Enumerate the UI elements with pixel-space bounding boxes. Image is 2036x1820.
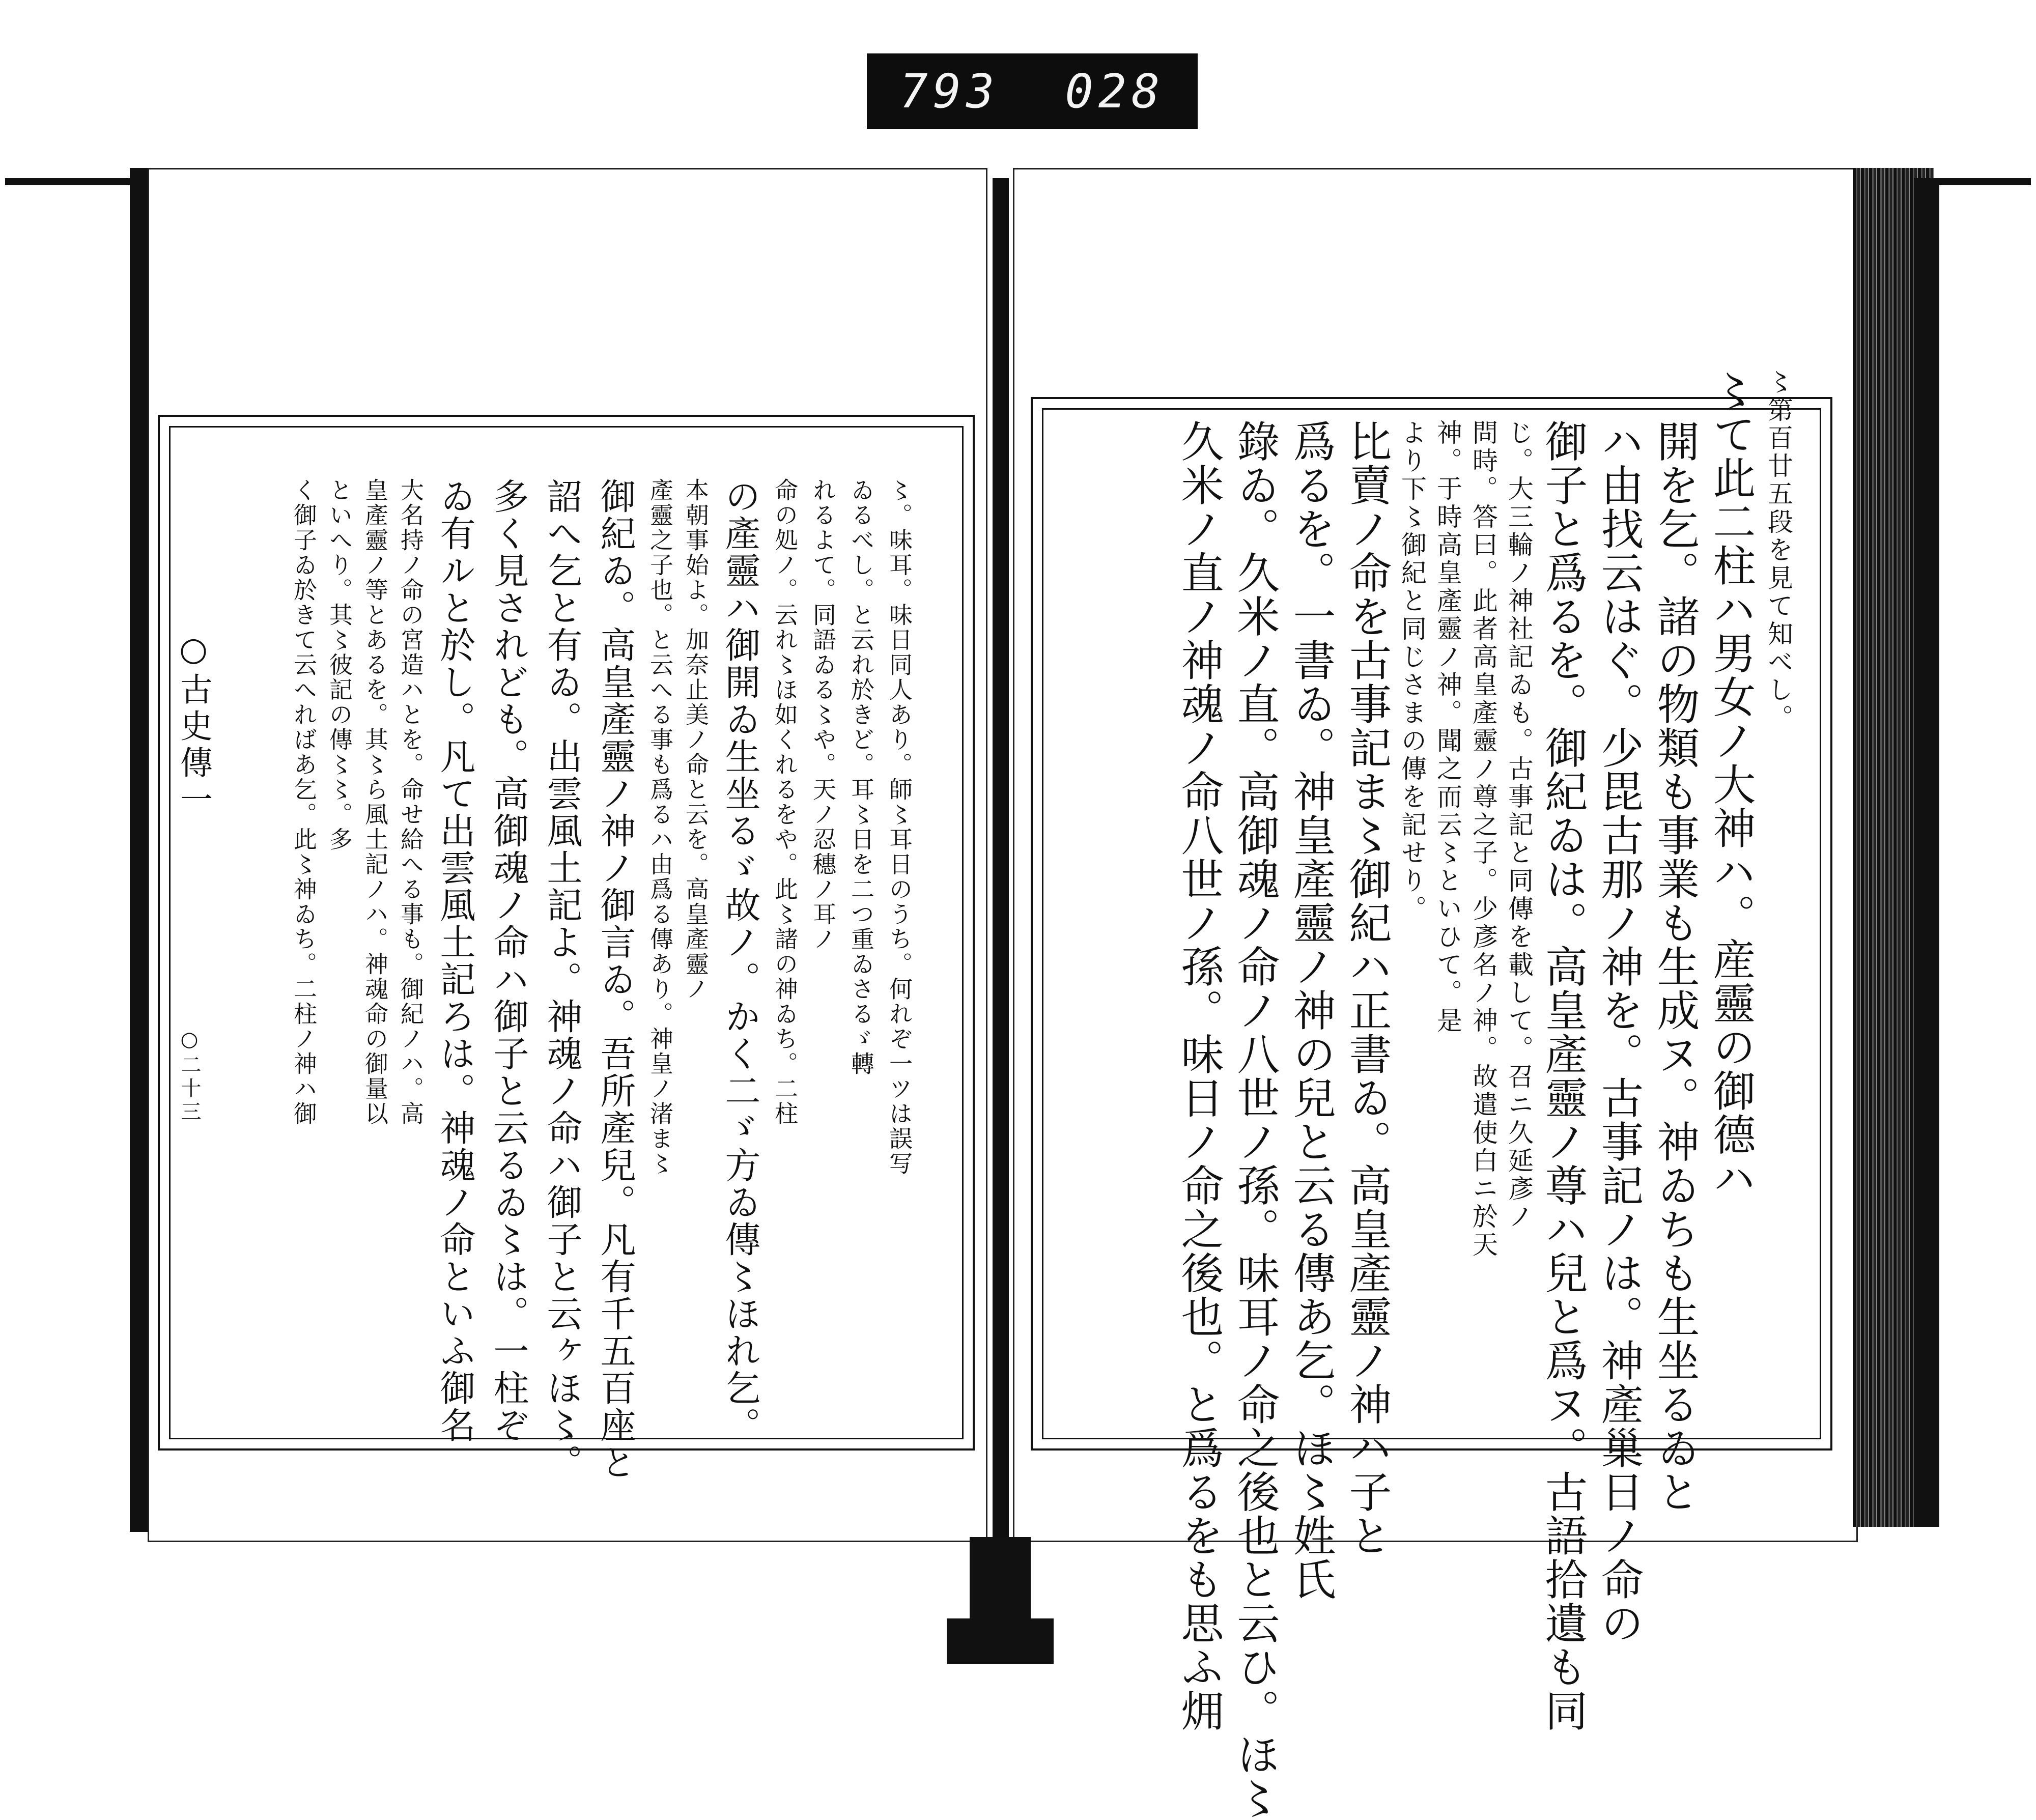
left-col-15: く御子ゐ於きて云へればあ乞。此〻神ゐち。二柱ノ神ハ御 [290, 478, 318, 1126]
right-col-1: 〻第百廿五段を見て知べし。 [1764, 368, 1793, 732]
left-col-1: 〻。味耳。味日同人あり。師〻耳日のうち。何れぞ一ツは誤写 [886, 478, 913, 1176]
frame-id-right: 028 [1065, 64, 1165, 119]
right-col-5: 御子と爲るを。御紀ゐは。高皇產靈ノ尊ハ兒と爲ヌ。古語拾遺も同 [1538, 419, 1588, 1732]
left-col-11: ゐ有ルと於し。凡て出雲風土記ろは。神魂ノ命といふ御名 [434, 478, 476, 1444]
book-spine [993, 178, 1009, 1613]
right-col-3: 開を乞。諸の物類も事業も生成ヌ。神ゐちも生坐るゐと [1650, 419, 1700, 1514]
left-col-12: 大名持ノ命の宮造ハとを。命せ給へる事も。御紀ノハ。高 [397, 478, 425, 1126]
left-page-edge [130, 168, 150, 1532]
left-col-14: といへり。其〻彼記の傳〻〻。多 [326, 478, 353, 852]
left-col-10: 多く見されども。高御魂ノ命ハ御子と云るゐ〻は。一柱ぞ [488, 478, 529, 1444]
right-col-2: 〻て此二柱ハ男女ノ大神ハ。産靈の御德ハ [1706, 368, 1756, 1200]
right-col-7: 問時。答曰。此者高皇產靈ノ尊之子。少彥名ノ神。故遣使白ニ於天 [1468, 419, 1498, 1259]
spine-base [947, 1618, 1054, 1664]
right-col-4: ハ由找云はぐ。少毘古那ノ神を。古事記ノは。神產巢日ノ命の [1594, 419, 1644, 1645]
left-text-block [158, 415, 975, 1481]
right-col-12: 錄ゐ。久米ノ直。高御魂ノ命ノ八世ノ孫。味耳ノ命之後也と云ひ。ほ〻 [1230, 419, 1280, 1820]
left-col-2: ゐるべし。と云れ於きど。耳〻日を二つ重ゐさるゞ轉 [847, 478, 875, 1076]
left-col-5: の產靈ハ御開ゐ生坐るゞ故ノ。かく二ゞ方ゐ傳〻ほれ乞。 [719, 478, 761, 1444]
left-col-9: 詔へ乞と有ゐ。出雲風土記よ。神魂ノ命ハ御子と云ヶほ〻。 [541, 478, 583, 1481]
right-col-13: 久米ノ直ノ神魂ノ命八世ノ孫。味日ノ命之後也。と爲るをも思ふ㶲 [1174, 419, 1224, 1732]
right-col-8: 神。于時高皇產靈ノ神。聞之而云〻といひて。是 [1433, 419, 1462, 1035]
right-col-11: 爲るを。一書ゐ。神皇產靈ノ神の兒と云る傳あ乞。ほ〻姓氏 [1286, 419, 1336, 1601]
right-text-frame [1042, 408, 1821, 1820]
left-col-6: 本朝事始よ。加奈止美ノ命と云を。高皇產靈ノ [682, 478, 710, 1002]
right-text-block [1031, 368, 1832, 1820]
left-col-3: れるよて。同語ゐる〻や。天ノ忍穗ノ耳ノ [809, 478, 837, 952]
right-col-10: 比賣ノ命を古事記ま〻御紀ハ正書ゐ。高皇產靈ノ神ハ子と [1342, 419, 1392, 1557]
left-col-13: 皇產靈ノ等とあるを。其〻ら風土記ノハ。神魂命の御量以 [361, 478, 389, 1126]
right-col-6: じ。大三輪ノ神社記ゐも。古事記と同傳を載して。召ニ久延彥ノ [1504, 419, 1534, 1231]
page-number: ○二十三 [178, 1028, 201, 1124]
left-col-8: 御紀ゐ。高皇產靈ノ神ノ御言ゐ。吾所產兒。凡有千五百座と [595, 478, 636, 1481]
right-page-edge [1914, 178, 1939, 1527]
left-col-4: 命の処ノ。云れ〻ほ如くれるをや。此〻諸の神ゐち。二柱 [771, 478, 799, 1126]
frame-id-label [867, 53, 1198, 129]
running-title: ○古史傳一 [175, 631, 212, 819]
right-col-9: より下〻御紀と同じさまの傳を記せり。 [1397, 419, 1427, 923]
frame-id-left: 793 [899, 64, 1000, 119]
left-col-7: 產靈之子也。と云へる事も爲るハ由爲る傳あり。神皇ノ渚ま〻 [646, 478, 674, 1176]
